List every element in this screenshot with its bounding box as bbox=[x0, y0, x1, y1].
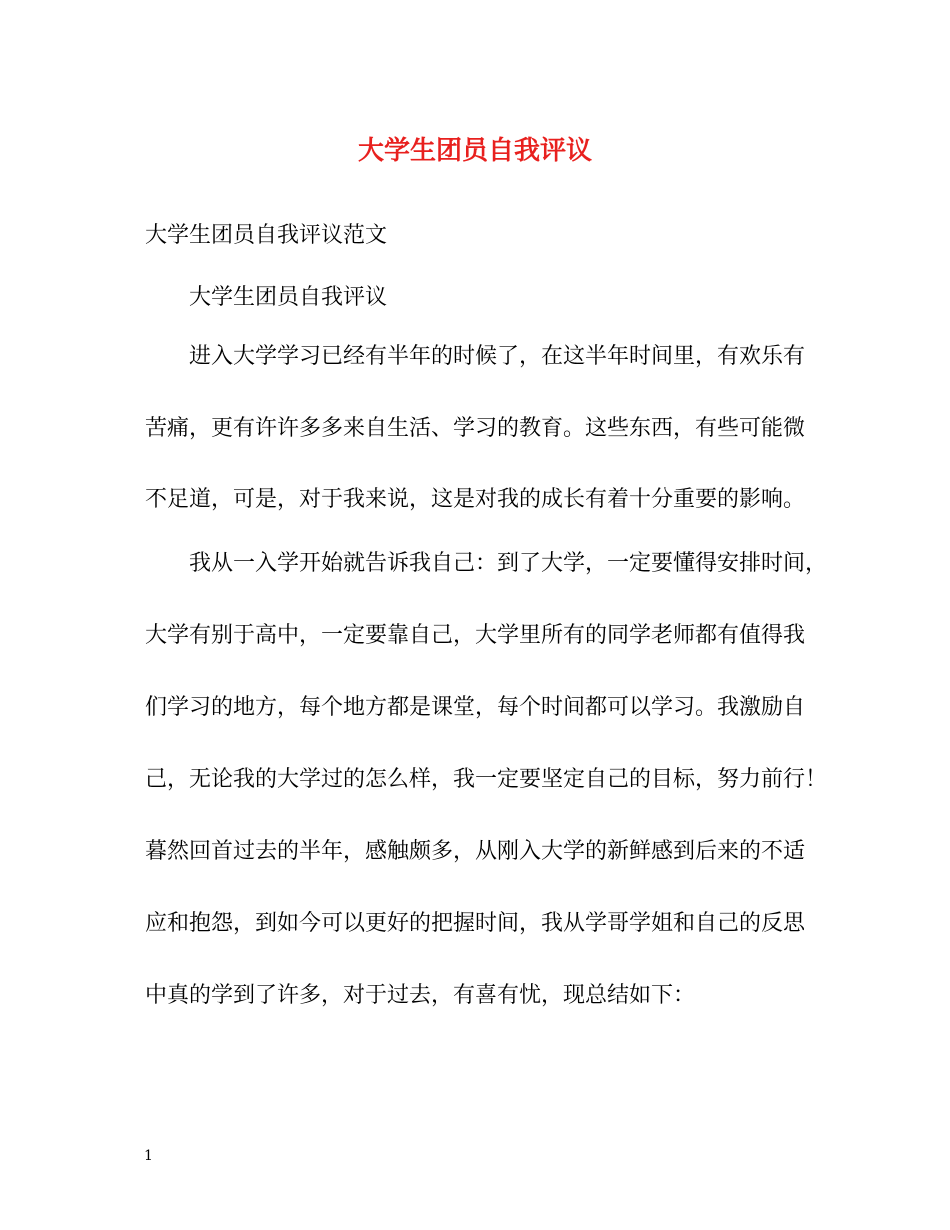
text-line-subtitle: 大学生团员自我评议范文 bbox=[145, 223, 388, 248]
text-line: 己，无论我的大学过的怎么样，我一定要坚定自己的目标，努力前行！ bbox=[145, 767, 828, 792]
text-line: 不足道，可是，对于我来说，这是对我的成长有着十分重要的影响。 bbox=[145, 487, 806, 512]
text-line: 暮然回首过去的半年，感触颇多，从刚入大学的新鲜感到后来的不适 bbox=[145, 839, 806, 864]
text-line: 大学有别于高中，一定要靠自己，大学里所有的同学老师都有值得我 bbox=[145, 623, 806, 648]
text-line: 进入大学学习已经有半年的时候了，在这半年时间里，有欢乐有 bbox=[189, 344, 806, 369]
text-line: 应和抱怨，到如今可以更好的把握时间，我从学哥学姐和自己的反思 bbox=[145, 911, 806, 936]
text-line-heading: 大学生团员自我评议 bbox=[189, 285, 388, 310]
text-line: 们学习的地方，每个地方都是课堂，每个时间都可以学习。我激励自 bbox=[145, 695, 806, 720]
document-title: 大学生团员自我评议 bbox=[357, 136, 592, 166]
text-line: 中真的学到了许多，对于过去，有喜有忧，现总结如下： bbox=[145, 983, 696, 1008]
text-line: 我从一入学开始就告诉我自己：到了大学，一定要懂得安排时间， bbox=[189, 551, 828, 576]
text-line: 苦痛，更有许许多多来自生活、学习的教育。这些东西，有些可能微 bbox=[145, 416, 806, 441]
page-number: 1 bbox=[144, 1148, 153, 1164]
